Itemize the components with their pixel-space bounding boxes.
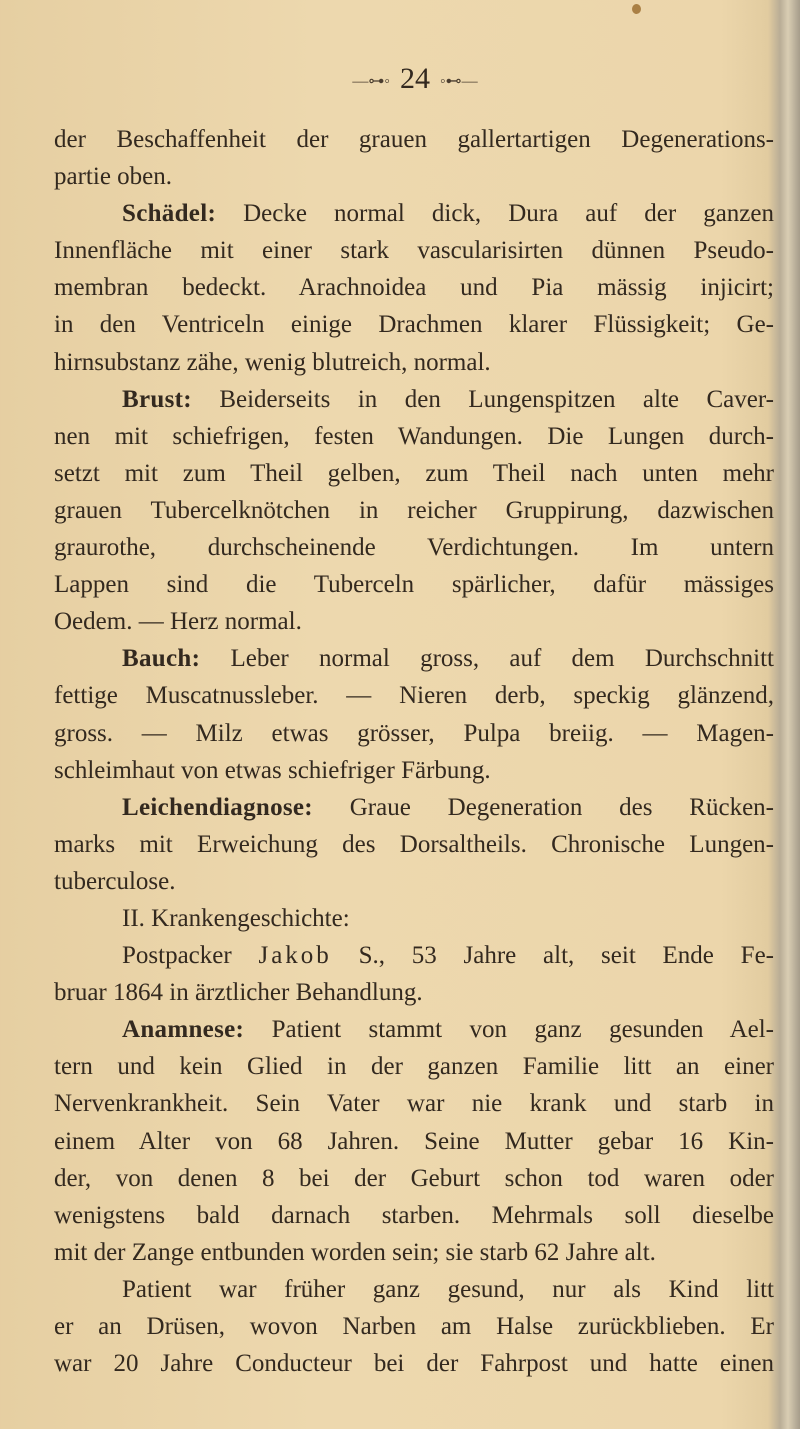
line-text: Patient war früher ganz gesund, nur als Kind litt (122, 1275, 774, 1303)
text-line (54, 1048, 774, 1085)
text-line (54, 603, 774, 640)
line-text: mit der Zange entbunden worden sein; sie starb 62 Jahre alt. (54, 1238, 656, 1266)
line-text: gross. — Milz etwas grösser, Pulpa breiig. — Magen- (54, 719, 774, 747)
text-line (54, 863, 774, 900)
line-text: setzt mit zum Theil gelben, zum Theil nach unten mehr (54, 459, 774, 487)
line-text: partie oben. (54, 163, 173, 191)
line-text: graurothe, durchscheinende Verdichtungen. Im untern (54, 534, 774, 562)
line-text: Patient stammt von ganz gesunden Ael- (244, 1016, 774, 1044)
section-heading: Schädel: (122, 200, 217, 228)
text-line (54, 566, 774, 603)
line-text: tern und kein Glied in der ganzen Familie litt an einer (54, 1053, 774, 1081)
text-line (54, 937, 774, 974)
line-text: Oedem. — Herz normal. (54, 608, 302, 636)
paper-stain (632, 4, 641, 14)
line-text: Postpacker (122, 942, 232, 970)
text-line (54, 455, 774, 492)
text-line (54, 900, 774, 937)
text-line (54, 121, 774, 158)
line-text: membran bedeckt. Arachnoidea und Pia mässig injicirt; (54, 274, 774, 302)
line-text: Graue Degeneration des Rücken- (312, 793, 774, 821)
text-line (54, 1085, 774, 1122)
section-heading: Leichendiagnose: (122, 793, 313, 821)
line-text: der Beschaffenheit der grauen gallertartigen Degenerations- (54, 126, 774, 153)
text-line (54, 381, 774, 418)
line-text: wenigstens bald darnach starben. Mehrmals soll dieselbe (54, 1201, 774, 1229)
line-text: Decke normal dick, Dura auf der ganzen (216, 200, 774, 228)
line-text: schleimhaut von etwas schiefriger Färbung. (54, 756, 491, 784)
text-line (54, 492, 774, 529)
text-line (54, 1197, 774, 1234)
text-line (54, 418, 774, 455)
line-text: tuberculose. (54, 867, 176, 895)
text-line (54, 752, 774, 789)
line-text: Leber normal gross, auf dem Durchschnitt (200, 645, 774, 673)
text-line (54, 269, 774, 306)
text-line (54, 232, 774, 269)
line-text: Nervenkrankheit. Sein Vater war nie krank und starb in (54, 1090, 774, 1118)
text-line (54, 1271, 774, 1308)
line-text: hirnsubstanz zähe, wenig blutreich, normal. (54, 348, 491, 376)
text-line (54, 677, 774, 714)
text-line (54, 640, 774, 677)
ornament-right-icon: ◦⊷— (440, 73, 478, 91)
text-line (54, 1234, 774, 1271)
text-line (54, 195, 774, 232)
line-text: Lappen sind die Tuberceln spärlicher, dafür mässiges (54, 571, 774, 599)
ornament-left-icon: —⊶◦ (352, 73, 390, 91)
line-text: einem Alter von 68 Jahren. Seine Mutter gebar 16 Kin- (54, 1127, 774, 1155)
text-line (54, 306, 774, 343)
text-line (54, 974, 774, 1011)
text-line (54, 715, 774, 752)
text-line (54, 1011, 774, 1048)
text-line (54, 1345, 774, 1382)
section-heading: Bauch: (122, 645, 201, 673)
line-text: grauen Tubercelknötchen in reicher Gruppirung, dazwischen (54, 496, 774, 524)
line-text: war 20 Jahre Conducteur bei der Fahrpost und hatte einen (54, 1350, 774, 1378)
body-text (54, 121, 774, 1382)
line-text: II. Krankengeschichte: (122, 904, 350, 932)
line-text: Beiderseits in den Lungenspitzen alte Caver- (191, 385, 774, 413)
section-heading: Brust: (122, 385, 192, 413)
line-text: S., 53 Jahre alt, seit Ende Fe- (331, 942, 774, 970)
text-line (54, 789, 774, 826)
line-text: der, von denen 8 bei der Geburt schon tod waren oder (54, 1164, 774, 1192)
line-text: nen mit schiefrigen, festen Wandungen. Die Lungen durch- (54, 422, 774, 450)
line-text: Innenfläche mit einer stark vascularisirten dünnen Pseudo- (54, 237, 774, 265)
page-header (0, 62, 800, 96)
text-line (54, 158, 774, 195)
line-text: bruar 1864 in ärztlicher Behandlung. (54, 979, 423, 1007)
page-number: 24 (400, 62, 430, 95)
line-text: marks mit Erweichung des Dorsaltheils. Chronische Lungen- (54, 830, 774, 858)
section-heading: Anamnese: (122, 1016, 245, 1044)
patient-name: Jakob (258, 942, 332, 970)
text-line (54, 1308, 774, 1345)
text-line (54, 826, 774, 863)
text-line (54, 529, 774, 566)
text-line (54, 1123, 774, 1160)
text-line (54, 344, 774, 381)
line-text: in den Ventriceln einige Drachmen klarer Flüssigkeit; Ge- (54, 311, 774, 339)
line-text: er an Drüsen, wovon Narben am Halse zurückblieben. Er (54, 1313, 774, 1340)
line-text: fettige Muscatnussleber. — Nieren derb, speckig glänzend, (54, 682, 774, 710)
text-line (54, 1160, 774, 1197)
